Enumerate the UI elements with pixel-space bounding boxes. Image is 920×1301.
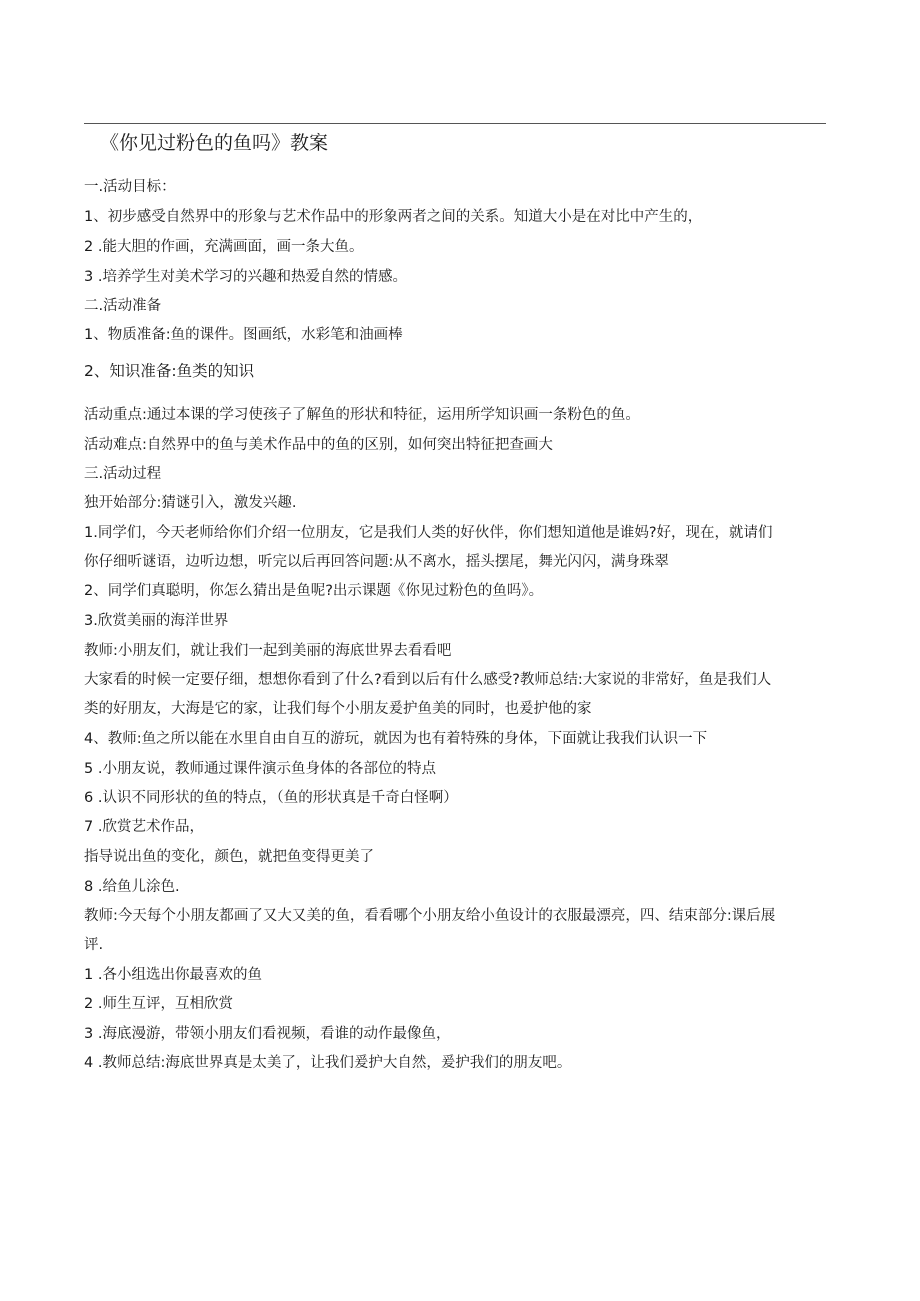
- text-line-key-point: 活动重点:通过本课的学习使孩子了解鱼的形状和特征，运用所学知识画一条粉色的鱼。: [84, 407, 640, 423]
- text-line-preparation-1: 1、物质准备:鱼的课件。图画纸，水彩笔和油画棒: [84, 327, 403, 343]
- text-line-step-2: 2、同学们真聪明，你怎么猜出是鱼呢?出示课题《你见过粉色的鱼吗》。: [84, 583, 544, 599]
- text-line-opening: 独开始部分:猜谜引入，激发兴趣.: [84, 495, 297, 511]
- text-line-observe-b: 类的好朋友，大海是它的家，让我们每个小朋友爰护鱼美的同时，也爰护他的家: [84, 701, 592, 717]
- document-title: 《你见过粉色的鱼吗》教案: [100, 132, 329, 154]
- text-line-teacher-2b: 评.: [84, 937, 104, 953]
- text-line-objective-3: 3 .培养学生对美术学习的兴趣和热爱自然的情感。: [84, 269, 407, 285]
- text-line-end-3: 3 .海底漫游，带领小朋友们看视频，看谁的动作最像鱼，: [84, 1026, 451, 1042]
- text-line-teacher-1: 教师:小朋友们，就让我们一起到美丽的海底世界去看看吧: [84, 643, 452, 659]
- text-line-process-heading: 三.活动过程: [84, 466, 162, 482]
- header-rule: [84, 123, 826, 124]
- text-line-observe-a: 大家看的时候一定要仔细，想想你看到了什么?看到以后有什么感受?教师总结:大家说的非常好，鱼是我们人: [84, 672, 772, 688]
- text-line-objective-1: 1、初步感受自然界中的形象与艺术作品中的形象两者之间的关系。知道大小是在对比中产生的，: [84, 209, 703, 225]
- text-line-step-3: 3.欣赏美丽的海洋世界: [84, 613, 229, 629]
- text-line-guidance: 指导说出鱼的变化，颜色，就把鱼变得更美了: [84, 849, 374, 865]
- text-line-step-5: 5 .小朋友说，教师通过课件演示鱼身体的各部位的特点: [84, 761, 436, 777]
- text-line-difficulty: 活动难点:自然界中的鱼与美术作品中的鱼的区别，如何突出特征把查画大: [84, 437, 553, 453]
- text-line-step-4: 4、教师:鱼之所以能在水里自由自互的游玩，就因为也有着特殊的身体，下面就让我我们认识一下: [84, 731, 708, 747]
- text-line-end-1: 1 .各小组选出你最喜欢的鱼: [84, 967, 262, 983]
- text-line-step-6: 6 .认识不同形状的鱼的特点，（鱼的形状真是千奇白怪啊）: [84, 790, 458, 806]
- text-line-step-7: 7 .欣赏艺术作品，: [84, 819, 204, 835]
- text-line-step-8: 8 .给鱼儿涂色.: [84, 879, 180, 895]
- text-line-end-4: 4 .教师总结:海底世界真是太美了，让我们爰护大自然，爰护我们的朋友吧。: [84, 1055, 572, 1071]
- text-line-step-1b: 你仔细听谜语，边听边想，听完以后再回答问题:从不离水，摇头摆尾，舞光闪闪，满身珠翠: [84, 554, 669, 570]
- text-line-objectives-heading: 一.活动目标：: [84, 179, 176, 195]
- text-line-end-2: 2 .师生互评，互相欣赏: [84, 996, 233, 1012]
- text-line-preparation-heading: 二.活动准备: [84, 298, 162, 314]
- text-line-step-1a: 1.同学们，今天老师给你们介绍一位朋友，它是我们人类的好伙伴，你们想知道他是谁妈?好，现在，就请们: [84, 525, 773, 541]
- text-line-objective-2: 2 .能大胆的作画，充满画面，画一条大鱼。: [84, 239, 364, 255]
- text-line-teacher-2a: 教师:今天每个小朋友都画了又大又美的鱼，看看哪个小朋友给小鱼设计的衣服最漂亮，四、结束部分:课后展: [84, 908, 776, 924]
- text-line-preparation-2: 2、知识准备:鱼类的知识: [84, 362, 255, 380]
